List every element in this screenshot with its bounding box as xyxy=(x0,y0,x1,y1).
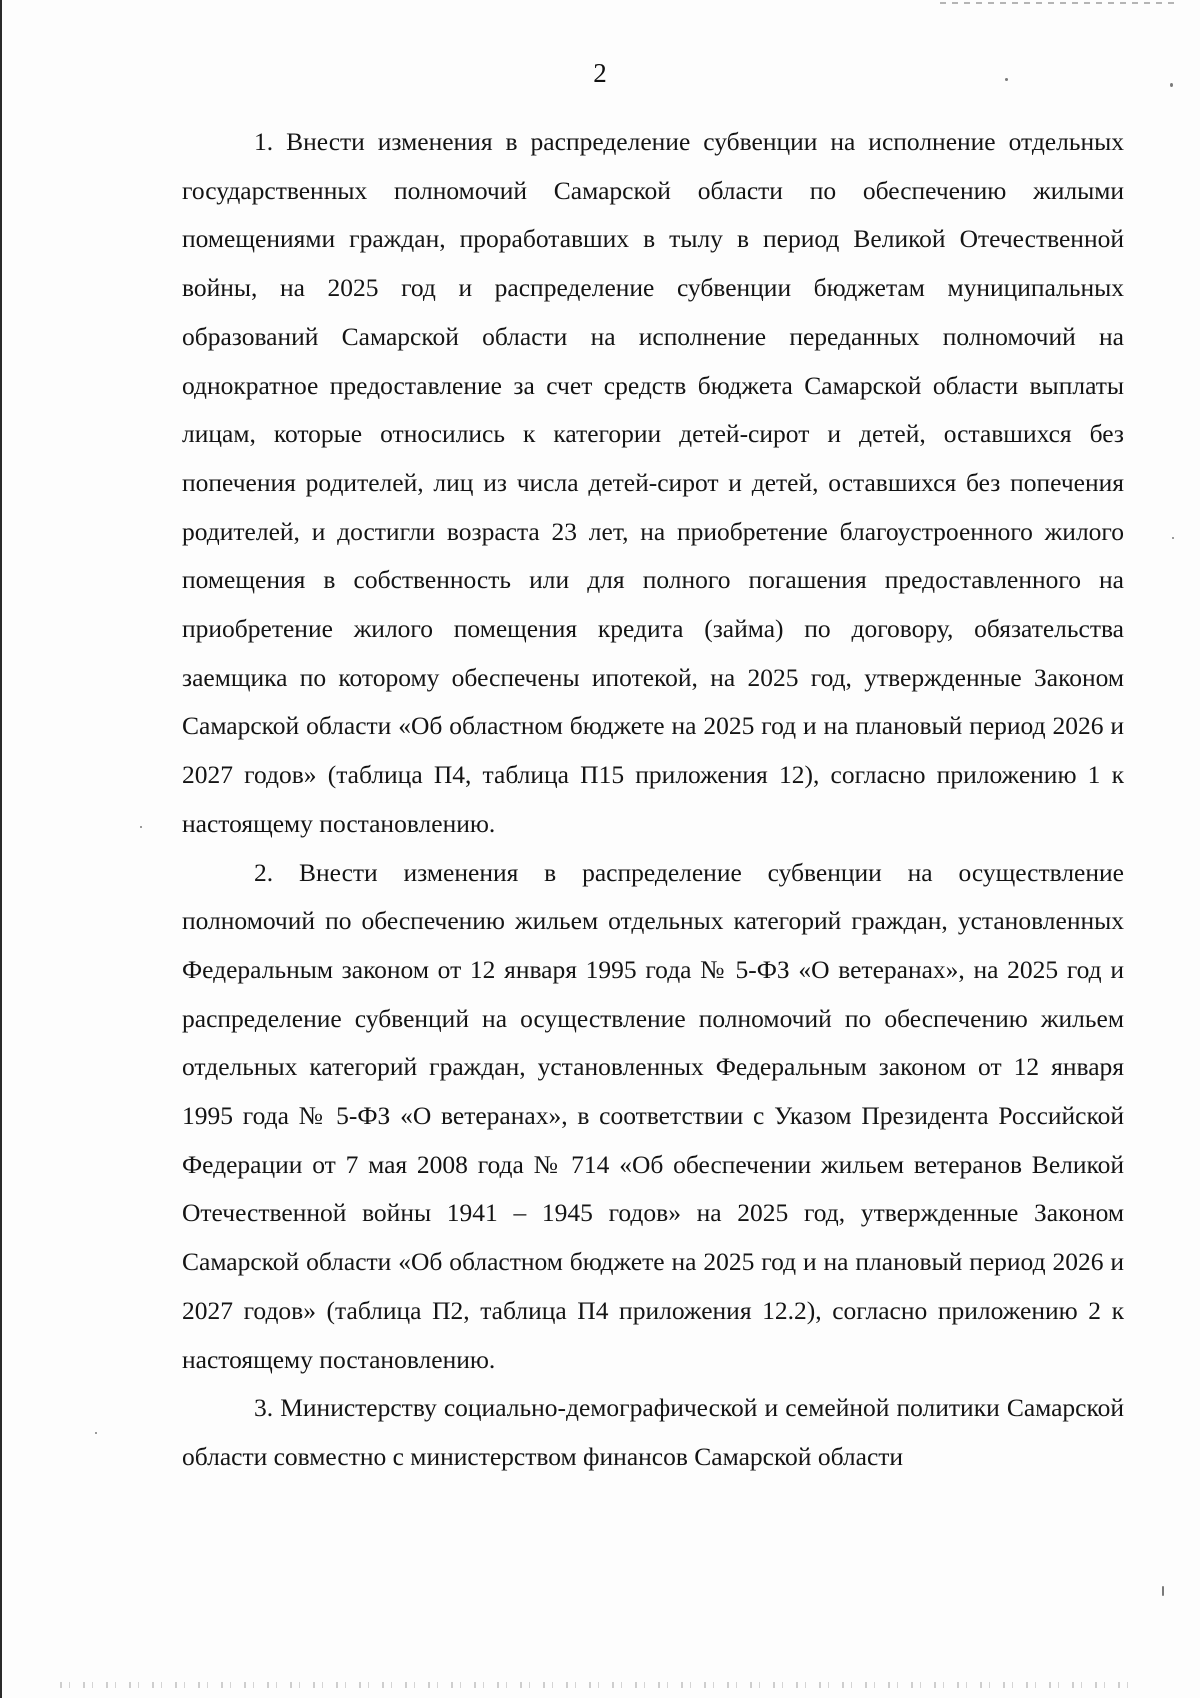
scan-speck xyxy=(1170,83,1173,87)
document-body xyxy=(182,118,1124,1482)
scan-speck xyxy=(1172,537,1174,539)
scan-noise-top xyxy=(940,2,1180,4)
scan-speck xyxy=(140,826,142,828)
scan-speck xyxy=(95,1432,97,1434)
paragraph-2: 2. Внести изменения в распределение субвенции на осуществление полномочий по обеспечению жильем отдельных категорий граждан, установленных Федеральным законом от 12 января 1995 года № 5-ФЗ «О ветеранах», на 2025 год и распределение субвенций на осуществление полномочий по обеспечению жильем отдельных категорий граждан, установленных Федеральным законом от 12 января 1995 года № 5-ФЗ «О ветеранах», в соответствии с Указом Президента Российской Федерации от 7 мая 2008 года № 714 «Об обеспечении жильем ветеранов Великой Отечественной войны 1941 – 1945 годов» на 2025 год, утвержденные Законом Самарской области «Об областном бюджете на 2025 год и на плановый период 2026 и 2027 годов» (таблица П2, таблица П4 приложения 12.2), согласно приложению 2 к настоящему постановлению. xyxy=(182,857,1124,1374)
scan-noise-bottom xyxy=(60,1682,1140,1688)
paragraph-1: 1. Внести изменения в распределение субвенции на исполнение отдельных государственных полномочий Самарской области по обеспечению жилыми помещениями граждан, проработавших в тылу в период Великой Отечественной войны, на 2025 год и распределение субвенции бюджетам муниципальных образований Самарской области на исполнение переданных полномочий на однократное предоставление за счет средств бюджета Самарской области выплаты лицам, которые относились к категории детей-сирот и детей, оставшихся без попечения родителей, лиц из числа детей-сирот и детей, оставшихся без попечения родителей, и достигли возраста 23 лет, на приобретение благоустроенного жилого помещения в собственность или для полного погашения предоставленного на приобретение жилого помещения кредита (займа) по договору, обязательства заемщика по которому обеспечены ипотекой, на 2025 год, утвержденные Законом Самарской области «Об областном бюджете на 2025 год и на плановый период 2026 и 2027 годов» (таблица П4, таблица П15 приложения 12), согласно приложению 1 к настоящему постановлению. xyxy=(182,127,1124,838)
paragraph-3: 3. Министерству социально-демографической и семейной политики Самарской области совместно с министерством финансов Самарской области xyxy=(182,1393,1124,1471)
scan-speck xyxy=(1005,78,1008,81)
scan-speck xyxy=(1162,1586,1164,1596)
scan-edge xyxy=(0,0,2,1698)
page-number: 2 xyxy=(593,58,607,88)
